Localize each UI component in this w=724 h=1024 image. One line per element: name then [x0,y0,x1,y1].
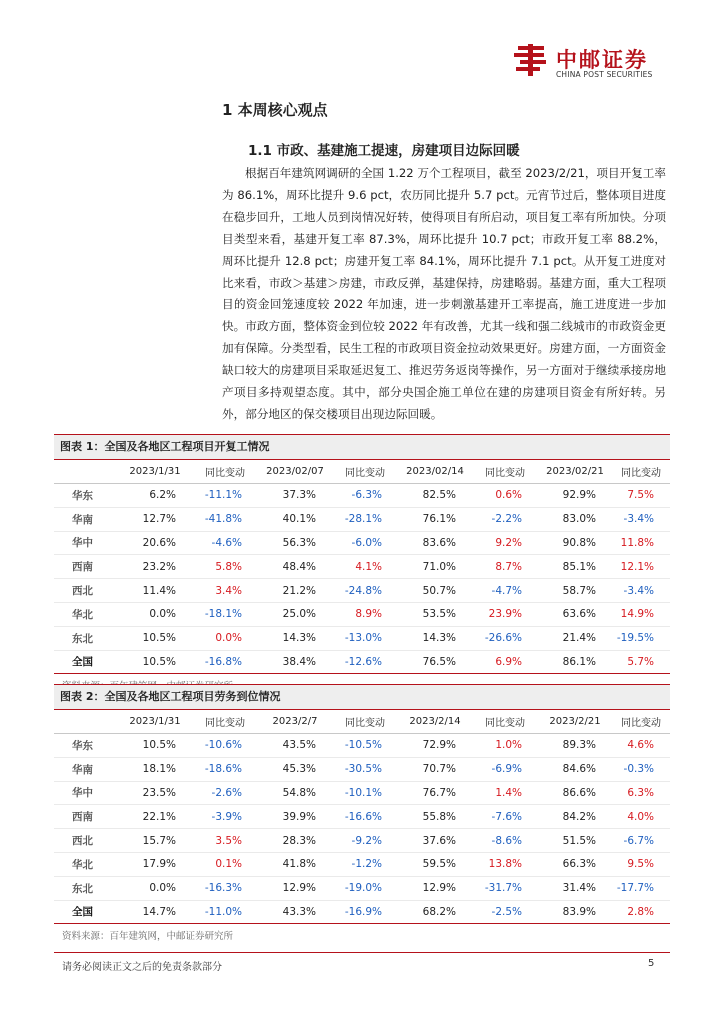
table-row [54,579,670,603]
yoy-change-cell: 4.0% [612,805,670,829]
rate-cell: 20.6% [118,531,192,555]
region-label: 华东 [54,484,118,508]
yoy-change-cell: 1.4% [472,781,538,805]
column-header: 同比变动 [612,460,670,484]
rate-cell: 21.2% [258,579,332,603]
table-row [54,650,670,674]
yoy-change-cell: 4.6% [612,734,670,758]
yoy-change-cell: -3.4% [612,507,670,531]
table-1-grid [54,460,670,674]
yoy-change-cell: 3.4% [192,579,258,603]
column-header: 同比变动 [332,710,398,734]
rate-cell: 18.1% [118,757,192,781]
rate-cell: 43.5% [258,734,332,758]
subsection-title: 1.1 市政、基建施工提速，房建项目边际回暖 [248,143,520,159]
table-2-grid [54,710,670,924]
yoy-change-cell: -10.5% [332,734,398,758]
rate-cell: 12.7% [118,507,192,531]
rate-cell: 23.5% [118,781,192,805]
yoy-change-cell: -12.6% [332,650,398,674]
table-row [54,805,670,829]
yoy-change-cell: -2.6% [192,781,258,805]
yoy-change-cell: 0.1% [192,852,258,876]
yoy-change-cell: -24.8% [332,579,398,603]
yoy-change-cell: -8.6% [472,829,538,853]
page-number: 5 [648,958,655,969]
column-header: 同比变动 [192,710,258,734]
rate-cell: 85.1% [538,555,612,579]
region-label: 西南 [54,805,118,829]
rate-cell: 53.5% [398,602,472,626]
region-label: 西南 [54,555,118,579]
region-label: 东北 [54,876,118,900]
footer-disclaimer: 请务必阅读正文之后的免责条款部分 [62,962,222,973]
rate-cell: 51.5% [538,829,612,853]
yoy-change-cell: -10.1% [332,781,398,805]
rate-cell: 37.6% [398,829,472,853]
yoy-change-cell: -41.8% [192,507,258,531]
rate-cell: 71.0% [398,555,472,579]
yoy-change-cell: 11.8% [612,531,670,555]
region-label: 全国 [54,900,118,924]
rate-cell: 25.0% [258,602,332,626]
yoy-change-cell: -7.6% [472,805,538,829]
rate-cell: 58.7% [538,579,612,603]
body-paragraph: 根据百年建筑网调研的全国 1.22 万个工程项目，截至 2023/2/21，项目开复工率为 86.1%，周环比提升 9.6 pct，农历同比提升 5.7 pct。元宵节过后，整体项目进度在稳步回升，工地人员到岗情况好转，使得项目有所启动，项目复工率有所加快。分项目类型来看，基建开复工率 87.3%，周环比提升 10.7 pct；市政开复工率 88.2%，周环比提升 12.8 pct；房建开复工率 84.1%，周环比提升 7.1 pct。从开复工进度对比来看，市政＞基建＞房建，市政反弹，基建保持，房建略弱。基建方面，重大工程项目的资金回笼速度较 2022 年加速，进一步刺激基建开工率提高，施工进度进一步加快。市政方面，整体资金到位较 2022 年有改善，尤其一线和强二线城市的市政资金更加有保障。分类型看，民生工程的市政项目资金拉动效果更好。房建方面，一方面资金缺口较大的房建项目采取延迟复工、推迟劳务返岗等操作，另一方面对于继续承接房地产项目多持观望态度。其中，部分央国企施工单位在建的房建项目资金有所好转。另外，部分地区的保交楼项目出现边际回暖。 [222,166,666,421]
rate-cell: 54.8% [258,781,332,805]
yoy-change-cell: -28.1% [332,507,398,531]
china-post-logo-icon [512,42,550,78]
yoy-change-cell: 1.0% [472,734,538,758]
yoy-change-cell: -2.5% [472,900,538,924]
table-row [54,555,670,579]
yoy-change-cell: -11.1% [192,484,258,508]
yoy-change-cell: -19.0% [332,876,398,900]
rate-cell: 86.6% [538,781,612,805]
column-header: 同比变动 [192,460,258,484]
table-2-source: 资料来源：百年建筑网，中邮证券研究所 [62,931,234,943]
rate-cell: 15.7% [118,829,192,853]
brand-name-cn: 中邮证券 [556,48,648,72]
table-2 [54,684,670,942]
rate-cell: 45.3% [258,757,332,781]
rate-cell: 17.9% [118,852,192,876]
rate-cell: 63.6% [538,602,612,626]
yoy-change-cell: -30.5% [332,757,398,781]
column-header [54,710,118,734]
table-row [54,829,670,853]
rate-cell: 10.5% [118,650,192,674]
column-header: 同比变动 [472,460,538,484]
yoy-change-cell: 14.9% [612,602,670,626]
rate-cell: 48.4% [258,555,332,579]
rate-cell: 70.7% [398,757,472,781]
yoy-change-cell: -17.7% [612,876,670,900]
rate-cell: 10.5% [118,626,192,650]
yoy-change-cell: -6.3% [332,484,398,508]
yoy-change-cell: -16.6% [332,805,398,829]
yoy-change-cell: 23.9% [472,602,538,626]
column-header: 同比变动 [612,710,670,734]
rate-cell: 14.3% [398,626,472,650]
rate-cell: 22.1% [118,805,192,829]
yoy-change-cell: -3.4% [612,579,670,603]
rate-cell: 83.6% [398,531,472,555]
yoy-change-cell: 7.5% [612,484,670,508]
yoy-change-cell: -16.8% [192,650,258,674]
yoy-change-cell: -6.7% [612,829,670,853]
rate-cell: 76.5% [398,650,472,674]
yoy-change-cell: 6.9% [472,650,538,674]
table-row [54,757,670,781]
yoy-change-cell: -11.0% [192,900,258,924]
rate-cell: 92.9% [538,484,612,508]
rate-cell: 56.3% [258,531,332,555]
table-header-row [54,460,670,484]
region-label: 华南 [54,757,118,781]
region-label: 东北 [54,626,118,650]
yoy-change-cell: -9.2% [332,829,398,853]
column-header: 2023/1/31 [118,460,192,484]
table-row [54,531,670,555]
region-label: 华中 [54,531,118,555]
rate-cell: 76.7% [398,781,472,805]
yoy-change-cell: -18.1% [192,602,258,626]
yoy-change-cell: 8.7% [472,555,538,579]
column-header: 2023/02/14 [398,460,472,484]
rate-cell: 76.1% [398,507,472,531]
yoy-change-cell: -26.6% [472,626,538,650]
yoy-change-cell: -31.7% [472,876,538,900]
yoy-change-cell: -18.6% [192,757,258,781]
table-row [54,781,670,805]
table-row [54,734,670,758]
yoy-change-cell: 5.8% [192,555,258,579]
yoy-change-cell: -1.2% [332,852,398,876]
yoy-change-cell: -6.9% [472,757,538,781]
rate-cell: 82.5% [398,484,472,508]
column-header: 2023/2/21 [538,710,612,734]
region-label: 西北 [54,579,118,603]
column-header: 2023/2/7 [258,710,332,734]
yoy-change-cell: 8.9% [332,602,398,626]
yoy-change-cell: 13.8% [472,852,538,876]
table-2-caption: 图表 2：全国及各地区工程项目劳务到位情况 [54,684,670,710]
rate-cell: 6.2% [118,484,192,508]
brand-name-en: CHINA POST SECURITIES [556,70,653,79]
column-header: 同比变动 [472,710,538,734]
yoy-change-cell: 12.1% [612,555,670,579]
table-row [54,484,670,508]
yoy-change-cell: -4.6% [192,531,258,555]
table-row [54,602,670,626]
section-title: 1 本周核心观点 [222,101,328,119]
column-header: 同比变动 [332,460,398,484]
rate-cell: 0.0% [118,876,192,900]
rate-cell: 83.9% [538,900,612,924]
rate-cell: 68.2% [398,900,472,924]
yoy-change-cell: -16.3% [192,876,258,900]
rate-cell: 12.9% [258,876,332,900]
yoy-change-cell: -16.9% [332,900,398,924]
rate-cell: 10.5% [118,734,192,758]
rate-cell: 23.2% [118,555,192,579]
brand-logo [512,42,672,82]
rate-cell: 84.6% [538,757,612,781]
region-label: 西北 [54,829,118,853]
table-row [54,876,670,900]
region-label: 华北 [54,852,118,876]
column-header: 2023/02/21 [538,460,612,484]
rate-cell: 50.7% [398,579,472,603]
rate-cell: 84.2% [538,805,612,829]
yoy-change-cell: 2.8% [612,900,670,924]
rate-cell: 21.4% [538,626,612,650]
rate-cell: 14.3% [258,626,332,650]
rate-cell: 89.3% [538,734,612,758]
table-1-caption: 图表 1：全国及各地区工程项目开复工情况 [54,434,670,460]
region-label: 华中 [54,781,118,805]
column-header: 2023/2/14 [398,710,472,734]
yoy-change-cell: -4.7% [472,579,538,603]
rate-cell: 12.9% [398,876,472,900]
rate-cell: 31.4% [538,876,612,900]
rate-cell: 37.3% [258,484,332,508]
yoy-change-cell: 5.7% [612,650,670,674]
yoy-change-cell: 9.2% [472,531,538,555]
region-label: 华北 [54,602,118,626]
yoy-change-cell: 6.3% [612,781,670,805]
rate-cell: 83.0% [538,507,612,531]
rate-cell: 43.3% [258,900,332,924]
yoy-change-cell: -10.6% [192,734,258,758]
rate-cell: 40.1% [258,507,332,531]
region-label: 华东 [54,734,118,758]
rate-cell: 66.3% [538,852,612,876]
yoy-change-cell: 0.0% [192,626,258,650]
rate-cell: 41.8% [258,852,332,876]
table-row [54,507,670,531]
yoy-change-cell: -2.2% [472,507,538,531]
column-header: 2023/1/31 [118,710,192,734]
rate-cell: 0.0% [118,602,192,626]
rate-cell: 90.8% [538,531,612,555]
yoy-change-cell: 0.6% [472,484,538,508]
column-header: 2023/02/07 [258,460,332,484]
table-1 [54,434,670,692]
table-row [54,852,670,876]
table-row [54,900,670,924]
yoy-change-cell: -3.9% [192,805,258,829]
rate-cell: 11.4% [118,579,192,603]
rate-cell: 14.7% [118,900,192,924]
yoy-change-cell: 4.1% [332,555,398,579]
footer-divider [54,952,670,953]
rate-cell: 59.5% [398,852,472,876]
yoy-change-cell: -19.5% [612,626,670,650]
region-label: 华南 [54,507,118,531]
rate-cell: 86.1% [538,650,612,674]
yoy-change-cell: 9.5% [612,852,670,876]
yoy-change-cell: -0.3% [612,757,670,781]
rate-cell: 39.9% [258,805,332,829]
rate-cell: 38.4% [258,650,332,674]
rate-cell: 72.9% [398,734,472,758]
column-header [54,460,118,484]
region-label: 全国 [54,650,118,674]
rate-cell: 55.8% [398,805,472,829]
yoy-change-cell: 3.5% [192,829,258,853]
table-header-row [54,710,670,734]
table-row [54,626,670,650]
yoy-change-cell: -13.0% [332,626,398,650]
yoy-change-cell: -6.0% [332,531,398,555]
rate-cell: 28.3% [258,829,332,853]
